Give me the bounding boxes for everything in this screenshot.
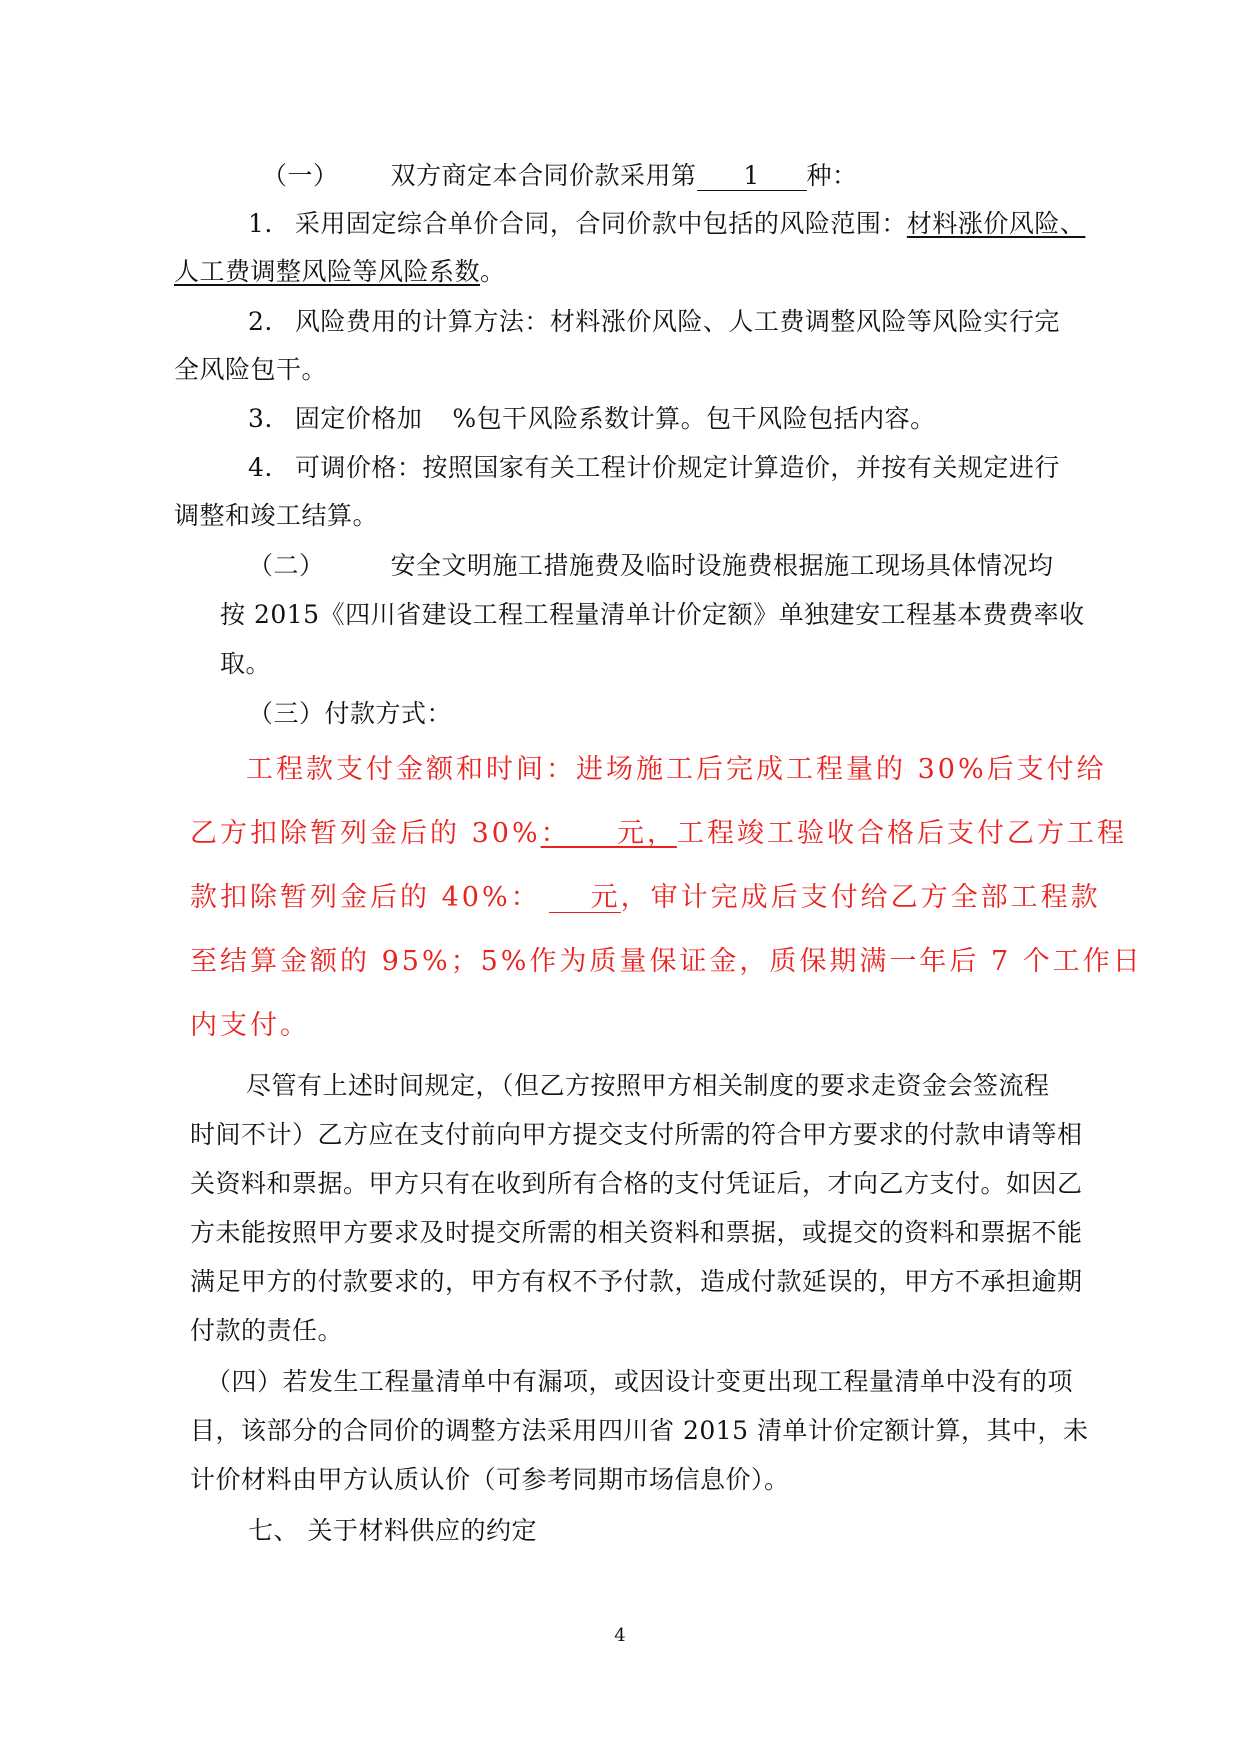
terms-line-5 <box>190 1266 1083 1298</box>
item-4-line-2 <box>174 500 378 532</box>
section-four-line-2 <box>190 1415 1089 1447</box>
section-two-line-2 <box>220 599 1085 631</box>
payment-text-3a: 款扣除暂列金后的 40%： <box>190 882 541 913</box>
section-three-heading <box>248 698 452 730</box>
section-two-text-3: 取。 <box>220 649 272 678</box>
terms-line-1 <box>246 1070 1050 1102</box>
section-four-text-3: 计价材料由甲方认质认价（可参考同期市场信息价）。 <box>190 1465 790 1494</box>
item-2-text-2: 全风险包干。 <box>174 355 328 384</box>
section-two-line-3 <box>220 648 271 680</box>
section-four-line-1 <box>206 1366 1073 1398</box>
payment-line-4 <box>190 944 1143 980</box>
terms-line-3 <box>190 1168 1083 1200</box>
payment-text-5: 内支付。 <box>190 1010 310 1041</box>
item-1-text: 采用固定综合单价合同，合同价款中包括的风险范围： <box>294 209 907 238</box>
section-four-line-3 <box>190 1464 790 1496</box>
item-4-prefix: 4. <box>248 453 273 482</box>
item-3-prefix: 3. <box>248 404 273 433</box>
terms-text-1: 尽管有上述时间规定，（但乙方按照甲方相关制度的要求走资金会签流程 <box>246 1071 1050 1100</box>
section-two-text-2: 按 2015《四川省建设工程工程量清单计价定额》单独建安工程基本费费率收 <box>220 600 1085 629</box>
item-2-line-2 <box>174 354 327 386</box>
item-1-line-1 <box>248 208 1085 240</box>
payment-line-5 <box>190 1008 310 1044</box>
page-number: 4 <box>614 1625 626 1646</box>
section-three-label: （三）付款方式： <box>248 699 453 728</box>
terms-text-6: 付款的责任。 <box>190 1316 344 1345</box>
item-2-prefix: 2. <box>248 307 273 336</box>
contract-type-blank: 1 <box>697 162 807 191</box>
section-one-text: 双方商定本合同价款采用第 <box>390 161 697 190</box>
section-one-text-end: 种： <box>806 161 858 190</box>
terms-line-2 <box>190 1119 1083 1151</box>
payment-text-4: 至结算金额的 95%；5%作为质量保证金，质保期满一年后 7 个工作日 <box>190 946 1143 977</box>
section-two-line-1 <box>248 550 1054 582</box>
payment-text-2b: 工程竣工验收合格后支付乙方工程 <box>676 818 1127 849</box>
payment-amount-blank-2: 元 <box>549 884 621 913</box>
terms-line-6 <box>190 1315 343 1347</box>
section-one-label: （一） <box>262 161 339 190</box>
section-one-line <box>262 160 858 192</box>
payment-line-3 <box>190 880 1101 916</box>
item-4-text-1: 可调价格：按照国家有关工程计价规定计算造价，并按有关规定进行 <box>294 453 1060 482</box>
item-1-end: 。 <box>480 257 506 286</box>
terms-text-2: 时间不计）乙方应在支付前向甲方提交支付所需的符合甲方要求的付款申请等相 <box>190 1120 1083 1149</box>
item-3-text-before: 固定价格加 <box>294 404 423 433</box>
payment-text-3b: ，审计完成后支付给乙方全部工程款 <box>620 882 1101 913</box>
risk-scope-underline-2: 人工费调整风险等风险系数 <box>174 257 481 286</box>
terms-text-5: 满足甲方的付款要求的，甲方有权不予付款，造成付款延误的，甲方不承担逾期 <box>190 1267 1083 1296</box>
payment-amount-blank-1: ： 元， <box>540 818 677 849</box>
item-1-prefix: 1. <box>248 209 273 238</box>
item-2-line-1 <box>248 306 1060 338</box>
item-1-line-2 <box>174 256 506 288</box>
item-4-text-2: 调整和竣工结算。 <box>174 501 379 530</box>
terms-line-4 <box>190 1217 1083 1249</box>
item-4-line-1 <box>248 452 1060 484</box>
payment-line-2 <box>190 816 1127 852</box>
section-seven-heading <box>248 1515 537 1547</box>
terms-text-3: 关资料和票据。甲方只有在收到所有合格的支付凭证后，才向乙方支付。如因乙 <box>190 1169 1083 1198</box>
payment-text-1: 工程款支付金额和时间：进场施工后完成工程量的 30%后支付给 <box>246 754 1107 785</box>
section-two-text-1: 安全文明施工措施费及临时设施费根据施工现场具体情况均 <box>390 551 1054 580</box>
section-four-text-2: 目，该部分的合同价的调整方法采用四川省 2015 清单计价定额计算，其中，未 <box>190 1416 1089 1445</box>
payment-text-2a: 乙方扣除暂列金后的 30% <box>190 818 541 849</box>
terms-text-4: 方未能按照甲方要求及时提交所需的相关资料和票据，或提交的资料和票据不能 <box>190 1218 1083 1247</box>
section-two-label: （二） <box>248 551 325 580</box>
payment-line-1 <box>246 752 1107 788</box>
item-2-text-1: 风险费用的计算方法：材料涨价风险、人工费调整风险等风险实行完 <box>294 307 1060 336</box>
item-3-line <box>248 403 936 435</box>
section-four-text-1: （四）若发生工程量清单中有漏项，或因设计变更出现工程量清单中没有的项 <box>206 1367 1074 1396</box>
section-seven-text: 七、 关于材料供应的约定 <box>248 1516 537 1545</box>
risk-scope-underline-1: 材料涨价风险、 <box>906 209 1086 238</box>
item-3-text-after: %包干风险系数计算。包干风险包括内容。 <box>452 404 936 433</box>
